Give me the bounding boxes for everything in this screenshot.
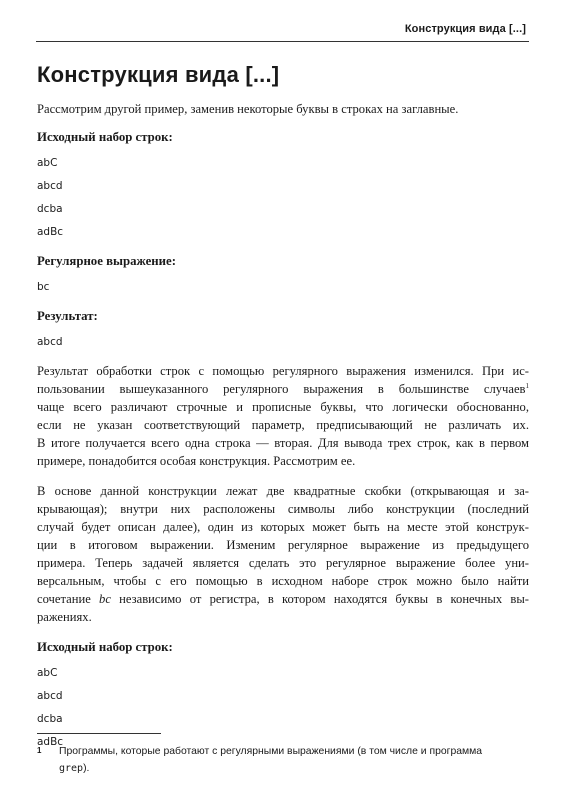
code-line: adBc <box>37 736 64 748</box>
text-line: Результат обработки строк с помощью регулярного выражения изменился. При ис- <box>37 364 529 378</box>
text-fragment: пользовании вышеуказанного регулярного выражения в большинстве случаев <box>37 382 526 396</box>
text-line <box>37 590 529 608</box>
text-line: В основе данной конструкции лежат две квадратные скобки (открывающая и за- <box>37 484 529 498</box>
source-strings-label: Исходный набор строк: <box>37 130 173 144</box>
italic-term: bc <box>99 592 111 606</box>
footnote-code: grep <box>59 763 84 774</box>
text-line: В итоге получается всего одна строка — вторая. Для вывода трех строк, как в первом <box>37 436 529 450</box>
footnote-number: 1 <box>37 746 42 755</box>
header-rule <box>36 41 529 42</box>
result-label: Результат: <box>37 309 98 323</box>
code-line: abC <box>37 157 58 169</box>
text-line: случай будет описан далее), один из которых может быть на месте этой конструк- <box>37 520 529 534</box>
source-strings-list <box>37 152 529 244</box>
result-code <box>37 331 529 354</box>
footnote-rule <box>37 733 161 734</box>
text-line: крывающая); внутри них расположены символы либо конструкции (последний <box>37 502 529 516</box>
source-strings-list-2 <box>37 662 529 754</box>
code-line: abcd <box>37 690 63 702</box>
text-line: версальным, чтобы с его помощью в исходном наборе строк можно было найти <box>37 574 529 588</box>
code-line: adBc <box>37 226 64 238</box>
running-head: Конструкция вида [...] <box>404 23 526 35</box>
text-line: ражениях. <box>37 610 92 624</box>
text-line: примере, понадобится особая конструкция. Рассмотрим ее. <box>37 454 356 468</box>
text-fragment: независимо от регистра, в котором находятся буквы в конечных вы- <box>110 592 529 606</box>
code-line: dcba <box>37 203 63 215</box>
text-line: ции в итоговом выражении. Изменим регулярное выражение из предыдущего <box>37 538 529 552</box>
intro-paragraph: Рассмотрим другой пример, заменив некоторые буквы в строках на заглавные. <box>37 102 459 116</box>
text-line: чаще всего различают строчные и прописные буквы, что логически обоснованно, <box>37 400 529 414</box>
text-line: если не указан соответствующий параметр, предписывающий не различать их. <box>37 418 529 432</box>
text-line: примера. Теперь задачей является сделать это регулярное выражение более уни- <box>37 556 529 570</box>
text-line <box>37 380 529 398</box>
footnote-ref: 1 <box>525 381 529 390</box>
body-paragraph-1 <box>37 362 529 470</box>
text-fragment: Программы, которые работают с регулярными выражениями (в том числе и программа <box>59 746 483 757</box>
code-line: bc <box>37 281 50 293</box>
code-line: dcba <box>37 713 63 725</box>
regex-code <box>37 276 529 299</box>
footnote <box>37 743 529 777</box>
section-title: Конструкция вида [...] <box>37 62 280 87</box>
source-strings-label-2: Исходный набор строк: <box>37 640 173 654</box>
code-line: abcd <box>37 180 63 192</box>
code-line: abcd <box>37 336 63 348</box>
code-line: abC <box>37 667 58 679</box>
main-content <box>37 100 529 762</box>
body-paragraph-2 <box>37 482 529 626</box>
regex-label: Регулярное выражение: <box>37 254 176 268</box>
text-fragment: сочетание <box>37 592 100 606</box>
text-fragment: ). <box>83 763 90 774</box>
footnote-text <box>59 743 529 777</box>
